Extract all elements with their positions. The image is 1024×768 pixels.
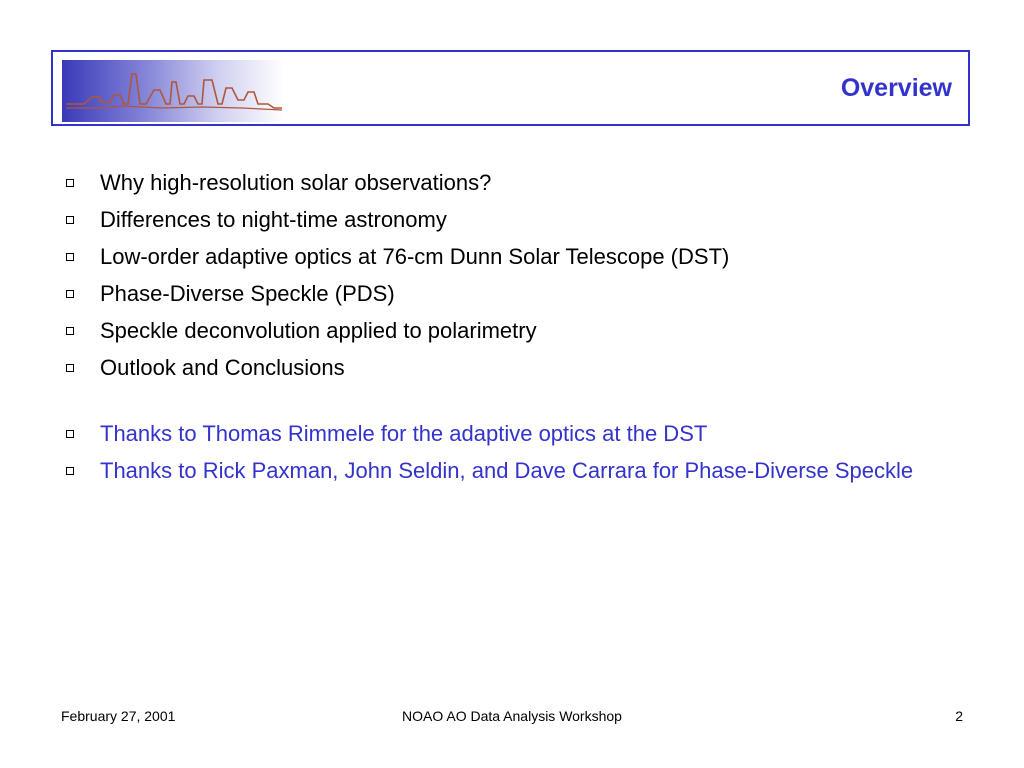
bullet-text: Low-order adaptive optics at 76-cm Dunn Solar Telescope (DST) [100,244,730,269]
square-bullet-icon [66,290,74,298]
acknowledgement-item [62,419,962,449]
footer-page-number: 2 [955,708,963,724]
square-bullet-icon [66,467,74,475]
bullet-list [62,168,962,493]
bullet-item [62,279,962,309]
bullet-item [62,168,962,198]
bullet-text: Why high-resolution solar observations? [100,170,492,195]
skyline-logo-icon [62,60,284,122]
square-bullet-icon [66,179,74,187]
bullet-item [62,353,962,383]
bullet-text: Differences to night-time astronomy [100,207,447,232]
square-bullet-icon [66,216,74,224]
acknowledgement-item [62,456,962,486]
bullet-item [62,205,962,235]
square-bullet-icon [66,430,74,438]
bullet-item [62,316,962,346]
slide-title: Overview [840,74,952,102]
bullet-text: Thanks to Thomas Rimmele for the adaptive optics at the DST [100,421,708,446]
bullet-text: Phase-Diverse Speckle (PDS) [100,281,395,306]
header-box [51,50,970,126]
square-bullet-icon [66,253,74,261]
square-bullet-icon [66,327,74,335]
bullet-item [62,242,962,272]
square-bullet-icon [66,364,74,372]
bullet-text: Speckle deconvolution applied to polarimetry [100,318,537,343]
bullet-text: Outlook and Conclusions [100,355,345,380]
footer-date: February 27, 2001 [61,708,176,724]
footer-event: NOAO AO Data Analysis Workshop [402,708,622,724]
bullet-text: Thanks to Rick Paxman, John Seldin, and Dave Carrara for Phase-Diverse Speckle [100,458,914,483]
